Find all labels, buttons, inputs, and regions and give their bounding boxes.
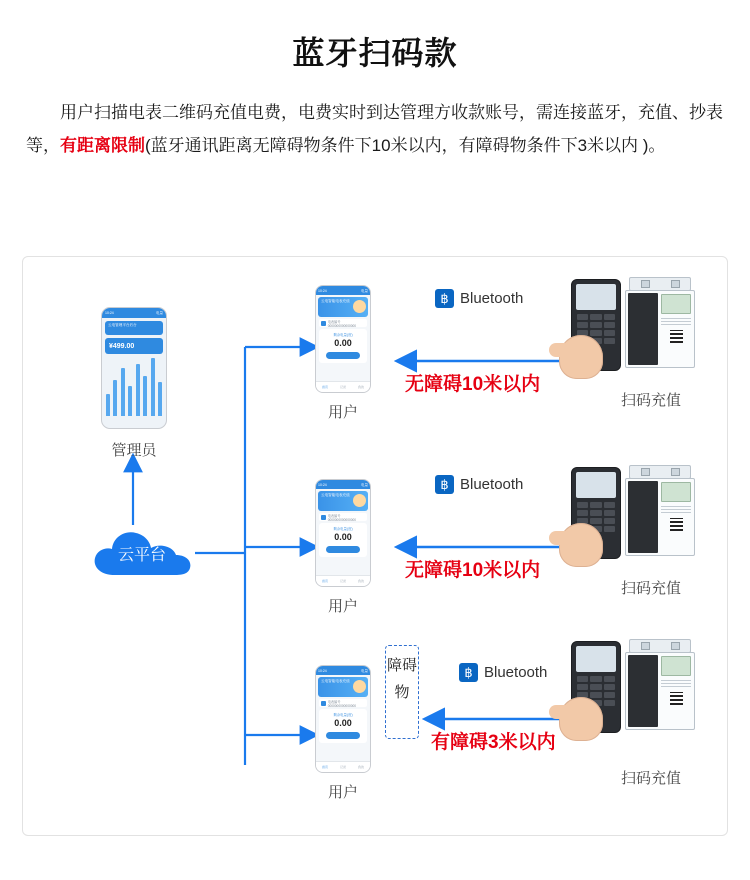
admin-bar-chart — [106, 358, 162, 416]
distance-label-3: 有障碍3米以内 — [431, 732, 556, 753]
user3-tab-home[interactable]: 首页 — [321, 765, 328, 769]
meter-icon — [321, 701, 326, 706]
meter-device-2 — [621, 465, 699, 561]
user2-meter-id: 电表编号 0000000000000000 — [327, 513, 357, 522]
cloud-label: 云平台 — [117, 546, 166, 564]
hand-graphic-1 — [559, 335, 603, 379]
user3-meter-id: 电表编号 0000000000000000 — [327, 699, 357, 708]
intro-highlight: 有距离限制 — [60, 136, 145, 155]
intro-text-part1: 用户扫描电表二维码充值电费，电费实时到达管理方收款账号，需连接蓝牙，充值、抄表等， — [26, 103, 723, 155]
user3-recharge-button[interactable] — [326, 732, 360, 739]
meter1-left-panel — [628, 293, 658, 365]
user-phone-mockup-3 — [315, 665, 371, 773]
intro-text-part2: (蓝牙通讯距离无障碍物条件下10米以内，有障碍物条件下3米以内 )。 — [145, 136, 666, 155]
user3-banner-graphic — [353, 680, 366, 693]
user2-status-time: 10:24 — [318, 483, 327, 487]
user1-balance-card — [319, 329, 367, 363]
user1-banner-text: 云电智能电表充值 — [321, 299, 350, 303]
intro-paragraph — [26, 96, 724, 162]
user2-status-battery: 电量 — [361, 482, 368, 487]
meter-device-1 — [621, 277, 699, 373]
meter3-caption: 扫码充值 — [620, 770, 681, 787]
user3-caption: 用户 — [327, 784, 358, 801]
meter2-qr-code — [670, 518, 683, 531]
admin-caption: 管理员 — [111, 442, 157, 459]
user1-balance-label: 剩余电量(度) — [333, 333, 353, 337]
user-phone-mockup-2 — [315, 479, 371, 587]
scanner3-screen — [576, 646, 616, 672]
admin-amount: ¥499.00 — [105, 338, 163, 354]
user1-tab-mine[interactable]: 我的 — [357, 385, 364, 389]
user2-tab-mine[interactable]: 我的 — [357, 579, 364, 583]
user2-balance-card — [319, 523, 367, 557]
user2-banner — [318, 491, 368, 511]
user1-banner — [318, 297, 368, 317]
user-phone-mockup-1 — [315, 285, 371, 393]
user3-balance-label: 剩余电量(度) — [333, 713, 353, 717]
user2-tab-records[interactable]: 记录 — [339, 579, 346, 583]
meter-device-3 — [621, 639, 699, 735]
meter2-right-panel — [660, 481, 692, 553]
admin-status-battery: 电量 — [156, 310, 163, 315]
user1-status-battery: 电量 — [361, 288, 368, 293]
meter-icon — [321, 515, 326, 520]
meter-icon — [321, 321, 326, 326]
bluetooth-label-1 — [435, 289, 523, 308]
hand-graphic-2 — [559, 523, 603, 567]
meter2-terminals — [629, 465, 691, 479]
meter2-caption: 扫码充值 — [620, 580, 681, 597]
user1-tab-records[interactable]: 记录 — [339, 385, 346, 389]
user2-banner-text: 云电智能电表充值 — [321, 493, 350, 497]
user3-status-time: 10:24 — [318, 669, 327, 673]
user1-recharge-button[interactable] — [326, 352, 360, 359]
meter2-text-lines — [660, 503, 692, 516]
admin-header-title: 云电管理平台后台 — [105, 321, 163, 335]
bluetooth-label-3 — [459, 663, 547, 682]
user3-balance-card — [319, 709, 367, 743]
meter3-qr-code — [670, 692, 683, 705]
meter1-body — [625, 290, 695, 368]
user2-tab-home[interactable]: 首页 — [321, 579, 328, 583]
meter3-right-panel — [660, 655, 692, 727]
meter2-body — [625, 478, 695, 556]
distance-label-1: 无障碍10米以内 — [405, 374, 541, 395]
diagram-container — [22, 256, 728, 836]
meter3-lcd — [661, 656, 691, 676]
user2-caption: 用户 — [327, 598, 358, 615]
distance-label-2: 无障碍10米以内 — [405, 560, 541, 581]
meter2-lcd — [661, 482, 691, 502]
bluetooth-icon: ฿ — [459, 663, 478, 682]
admin-status-bar — [102, 308, 166, 318]
user2-status-bar — [316, 480, 370, 489]
user1-tabbar[interactable] — [316, 381, 370, 392]
meter3-text-lines — [660, 677, 692, 690]
user2-recharge-button[interactable] — [326, 546, 360, 553]
user1-meter-row[interactable] — [319, 319, 367, 327]
user3-tab-records[interactable]: 记录 — [339, 765, 346, 769]
admin-phone-mockup — [101, 307, 167, 429]
user3-tabbar[interactable] — [316, 761, 370, 772]
obstacle-label: 障碍物 — [386, 657, 417, 701]
bluetooth-icon: ฿ — [435, 289, 454, 308]
hand-graphic-3 — [559, 697, 603, 741]
meter1-right-panel — [660, 293, 692, 365]
bluetooth-text-1: Bluetooth — [460, 290, 524, 307]
user3-banner-text: 云电智能电表充值 — [321, 679, 350, 683]
user1-status-bar — [316, 286, 370, 295]
meter1-lcd — [661, 294, 691, 314]
meter3-body — [625, 652, 695, 730]
user1-caption: 用户 — [327, 404, 358, 421]
obstacle-box — [385, 645, 419, 739]
user2-tabbar[interactable] — [316, 575, 370, 586]
meter3-left-panel — [628, 655, 658, 727]
user3-meter-row[interactable] — [319, 699, 367, 707]
user3-banner — [318, 677, 368, 697]
cloud-platform — [89, 525, 195, 581]
user2-meter-row[interactable] — [319, 513, 367, 521]
scanner2-screen — [576, 472, 616, 498]
page-title: 蓝牙扫码款 — [292, 35, 458, 71]
user3-status-bar — [316, 666, 370, 675]
meter1-terminals — [629, 277, 691, 291]
bluetooth-icon: ฿ — [435, 475, 454, 494]
admin-status-time: 10:24 — [105, 311, 114, 315]
user3-tab-mine[interactable]: 我的 — [357, 765, 364, 769]
user3-status-battery: 电量 — [361, 668, 368, 673]
user1-banner-graphic — [353, 300, 366, 313]
scanner1-screen — [576, 284, 616, 310]
bluetooth-text-3: Bluetooth — [484, 664, 548, 681]
bluetooth-text-2: Bluetooth — [460, 476, 524, 493]
bluetooth-label-2 — [435, 475, 523, 494]
user1-meter-id: 电表编号 0000000000000000 — [327, 319, 357, 328]
meter1-caption: 扫码充值 — [620, 392, 681, 409]
user2-banner-graphic — [353, 494, 366, 507]
meter2-left-panel — [628, 481, 658, 553]
meter1-text-lines — [660, 315, 692, 328]
user2-balance-label: 剩余电量(度) — [333, 527, 353, 531]
meter1-qr-code — [670, 330, 683, 343]
meter3-terminals — [629, 639, 691, 653]
user1-balance-amount: 0.00 — [334, 338, 352, 348]
user1-status-time: 10:24 — [318, 289, 327, 293]
user2-balance-amount: 0.00 — [334, 532, 352, 542]
user3-balance-amount: 0.00 — [334, 718, 352, 728]
user1-tab-home[interactable]: 首页 — [321, 385, 328, 389]
